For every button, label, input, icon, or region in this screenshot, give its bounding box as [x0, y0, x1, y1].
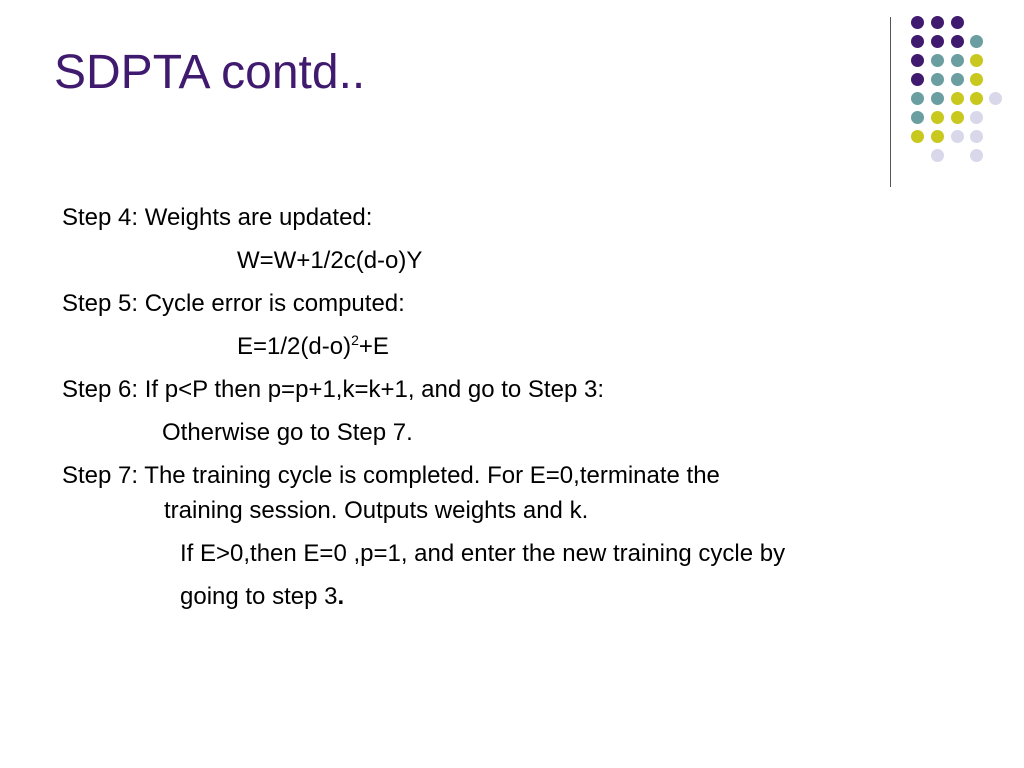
decorative-dot [931, 16, 944, 29]
decorative-dot [970, 111, 983, 124]
decorative-dot [911, 130, 924, 143]
step7-line4-text: going to step 3 [180, 583, 338, 610]
slide-title: SDPTA contd.. [54, 46, 366, 99]
decorative-dot [951, 130, 964, 143]
decorative-dot [970, 54, 983, 67]
decorative-dot [970, 73, 983, 86]
step5-formula-tail: +E [358, 333, 389, 360]
decorative-dot [931, 54, 944, 67]
decorative-dot [911, 35, 924, 48]
step4-text: Step 4: Weights are updated: [62, 204, 373, 231]
decorative-dot [951, 35, 964, 48]
decorative-divider [890, 17, 891, 187]
decorative-dot [989, 92, 1002, 105]
step7-line2: training session. Outputs weights and k. [164, 497, 589, 524]
decorative-dot [951, 73, 964, 86]
step6-text: Step 6: If p<P then p=p+1,k=k+1, and go to Step 3: [62, 376, 604, 403]
step5-formula-exponent: 2 [351, 332, 359, 348]
step5-formula-base: E=1/2(d-o) [237, 333, 352, 360]
decorative-dot [911, 111, 924, 124]
decorative-dot [970, 130, 983, 143]
step5-text: Step 5: Cycle error is computed: [62, 290, 405, 317]
decorative-dot [951, 92, 964, 105]
decorative-dot [951, 16, 964, 29]
step7-line3: If E>0,then E=0 ,p=1, and enter the new training cycle by [180, 540, 786, 567]
step7-line4-period: . [337, 583, 345, 610]
decorative-dot [931, 111, 944, 124]
decorative-dot [931, 35, 944, 48]
step5-formula [237, 333, 389, 362]
step6-otherwise: Otherwise go to Step 7. [162, 419, 413, 446]
decorative-dot [911, 54, 924, 67]
decorative-dot [931, 73, 944, 86]
decorative-dot [911, 92, 924, 105]
step7-line1: Step 7: The training cycle is completed. For E=0,terminate the [62, 462, 720, 489]
decorative-dot [970, 92, 983, 105]
decorative-dot [911, 73, 924, 86]
decorative-dot [911, 16, 924, 29]
decorative-dot [970, 149, 983, 162]
decorative-dot [931, 149, 944, 162]
decorative-dot [970, 35, 983, 48]
decorative-dot [951, 111, 964, 124]
decorative-dot [951, 54, 964, 67]
decorative-dot [931, 130, 944, 143]
step4-formula: W=W+1/2c(d-o)Y [237, 247, 423, 274]
decorative-dot [931, 92, 944, 105]
step7-line4 [180, 583, 344, 612]
